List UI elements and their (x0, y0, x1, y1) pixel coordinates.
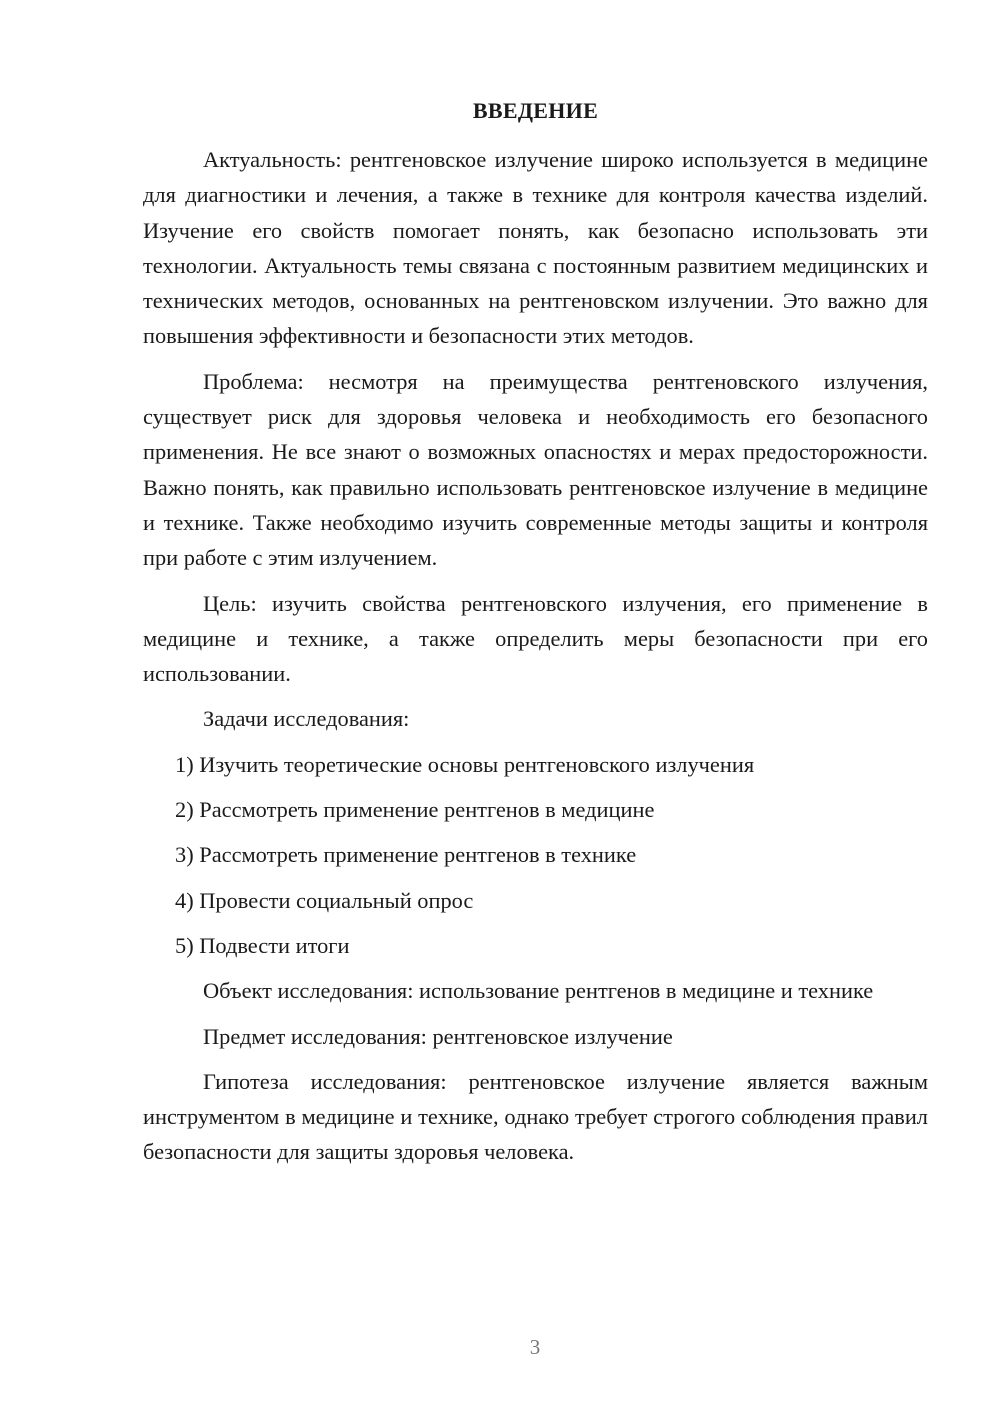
document-body (143, 142, 928, 1180)
subject-paragraph: Предмет исследования: рентгеновское излучение (203, 1023, 673, 1049)
task-item-3: 3) Рассмотреть применение рентгенов в технике (175, 842, 637, 868)
goal-paragraph: Цель: изучить свойства рентгеновского излучения, его применение в медицине и технике, а также определить меры безопасности при его использовании. (143, 590, 928, 687)
section-title: ВВЕДЕНИЕ (472, 98, 599, 123)
page-number: 3 (529, 1335, 541, 1359)
task-item-4: 4) Провести социальный опрос (175, 887, 474, 913)
relevance-paragraph: Актуальность: рентгеновское излучение широко используется в медицине для диагностики и лечения, а также в технике для контроля качества изделий. Изучение его свойств помогает понять, как безопасно использовать эти технологии. Актуальность темы связана с постоянным развитием медицинских и технических методов, основанных на рентгеновском излучении. Это важно для повышения эффективности и безопасности этих методов. (143, 147, 928, 349)
problem-paragraph: Проблема: несмотря на преимущества рентгеновского излучения, существует риск для здоровья человека и необходимость его безопасного применения. Не все знают о возможных опасностях и мерах предосторожности. Важно понять, как правильно использовать рентгеновское излучение в медицине и технике. Также необходимо изучить современные методы защиты и контроля при работе с этим излучением. (143, 368, 928, 571)
object-paragraph: Объект исследования: использование рентгенов в медицине и технике (203, 978, 874, 1004)
task-item-2: 2) Рассмотреть применение рентгенов в медицине (175, 797, 655, 823)
task-item-1: 1) Изучить теоретические основы рентгеновского излучения (175, 751, 755, 777)
task-item-5: 5) Подвести итоги (175, 932, 350, 958)
tasks-heading: Задачи исследования: (203, 706, 410, 732)
hypothesis-paragraph: Гипотеза исследования: рентгеновское излучение является важным инструментом в медицине и технике, однако требует строгого соблюдения правил безопасности для защиты здоровья человека. (143, 1068, 928, 1165)
